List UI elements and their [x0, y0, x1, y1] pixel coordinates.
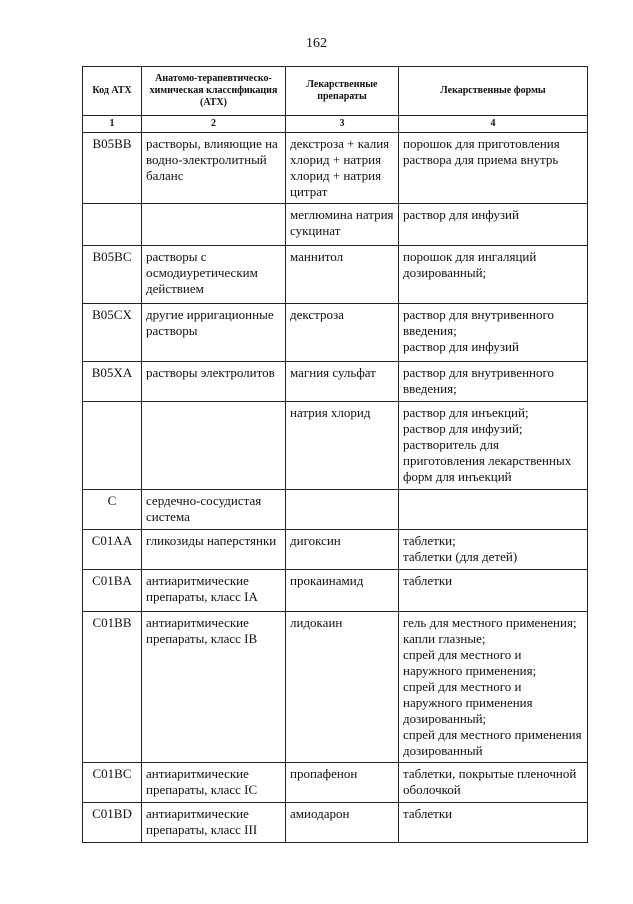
atx-code-cell — [83, 402, 142, 490]
classification-cell: сердечно-сосудистая система — [142, 490, 286, 530]
table-row — [83, 246, 588, 304]
atx-code-cell: C01BD — [83, 803, 142, 843]
table-row — [83, 612, 588, 763]
column-number-row — [83, 116, 588, 133]
form-cell: раствор для внутривенного введения; раствор для инфузий — [399, 304, 588, 362]
drug-cell — [286, 490, 399, 530]
classification-cell — [142, 204, 286, 246]
atx-code-cell: B05XA — [83, 362, 142, 402]
form-cell: таблетки — [399, 803, 588, 843]
form-cell: порошок для ингаляций дозированный; — [399, 246, 588, 304]
drug-cell: пропафенон — [286, 763, 399, 803]
form-cell: порошок для приготовления раствора для приема внутрь — [399, 133, 588, 204]
classification-cell: растворы с осмодиуретическим действием — [142, 246, 286, 304]
table-row — [83, 204, 588, 246]
form-cell: раствор для инфузий — [399, 204, 588, 246]
form-cell: таблетки; таблетки (для детей) — [399, 530, 588, 570]
header-classification: Анатомо-терапевтическо-химическая классификация (АТХ) — [142, 67, 286, 116]
page-number: 162 — [306, 36, 327, 51]
header-drugs: Лекарственные препараты — [286, 67, 399, 116]
table-row — [83, 490, 588, 530]
classification-cell: антиаритмические препараты, класс IB — [142, 612, 286, 763]
classification-cell: гликозиды наперстянки — [142, 530, 286, 570]
form-cell: раствор для внутривенного введения; — [399, 362, 588, 402]
drug-cell: амиодарон — [286, 803, 399, 843]
classification-cell — [142, 402, 286, 490]
atx-code-cell: C01AA — [83, 530, 142, 570]
column-number: 4 — [399, 116, 588, 133]
classification-cell: другие ирригационные растворы — [142, 304, 286, 362]
table-row — [83, 803, 588, 843]
atx-code-cell — [83, 204, 142, 246]
drug-cell: прокаинамид — [286, 570, 399, 612]
table-row — [83, 133, 588, 204]
drug-cell: магния сульфат — [286, 362, 399, 402]
drug-cell: лидокаин — [286, 612, 399, 763]
header-forms: Лекарственные формы — [399, 67, 588, 116]
table-row — [83, 304, 588, 362]
form-cell: гель для местного применения; капли глазные; спрей для местного и наружного применения; спрей для местного и наружного применения дозированный; спрей для местного применения дозированный — [399, 612, 588, 763]
drug-cell: дигоксин — [286, 530, 399, 570]
classification-cell: антиаритмические препараты, класс IC — [142, 763, 286, 803]
atx-table — [82, 66, 588, 843]
drug-cell: декстроза + калия хлорид + натрия хлорид + натрия цитрат — [286, 133, 399, 204]
atx-code-cell: C01BA — [83, 570, 142, 612]
classification-cell: растворы, влияющие на водно-электролитный баланс — [142, 133, 286, 204]
atx-code-cell: C01BB — [83, 612, 142, 763]
drug-cell: меглюмина натрия сукцинат — [286, 204, 399, 246]
form-cell: таблетки — [399, 570, 588, 612]
atx-code-cell: B05BB — [83, 133, 142, 204]
column-number: 1 — [83, 116, 142, 133]
drug-cell: маннитол — [286, 246, 399, 304]
table-row — [83, 530, 588, 570]
form-cell — [399, 490, 588, 530]
atx-code-cell: C01BC — [83, 763, 142, 803]
classification-cell: растворы электролитов — [142, 362, 286, 402]
drug-cell: натрия хлорид — [286, 402, 399, 490]
table-row — [83, 570, 588, 612]
classification-cell: антиаритмические препараты, класс IA — [142, 570, 286, 612]
table-row — [83, 402, 588, 490]
classification-cell: антиаритмические препараты, класс III — [142, 803, 286, 843]
atx-code-cell: B05BC — [83, 246, 142, 304]
atx-code-cell: B05CX — [83, 304, 142, 362]
form-cell: таблетки, покрытые пленочной оболочкой — [399, 763, 588, 803]
form-cell: раствор для инъекций; раствор для инфузий; растворитель для приготовления лекарственных форм для инъекций — [399, 402, 588, 490]
header-code: Код АТХ — [83, 67, 142, 116]
table-row — [83, 763, 588, 803]
table-row — [83, 362, 588, 402]
column-number: 2 — [142, 116, 286, 133]
table-header-row — [83, 67, 588, 116]
drug-cell: декстроза — [286, 304, 399, 362]
column-number: 3 — [286, 116, 399, 133]
atx-code-cell: C — [83, 490, 142, 530]
